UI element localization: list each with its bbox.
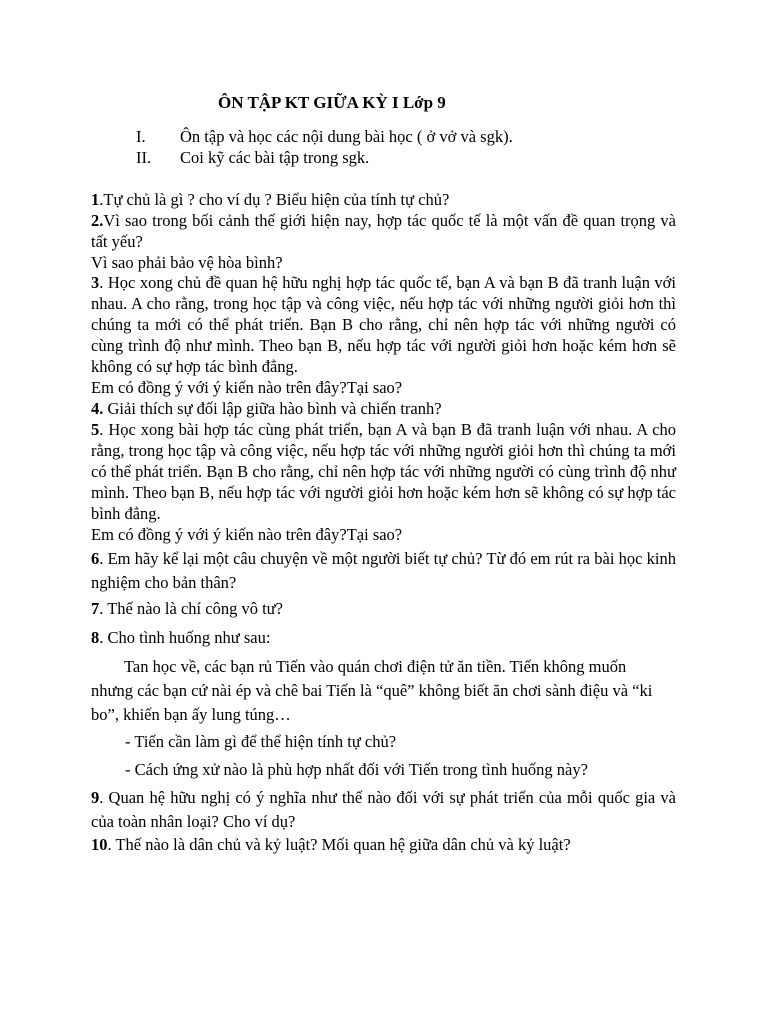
question-10 (91, 835, 571, 855)
question-9 (91, 786, 676, 834)
question-2 (91, 210, 676, 273)
roman-number: I. (136, 127, 146, 146)
question-text: . Em hãy kể lại một câu chuyện về một người biết tự chủ? Từ đó em rút ra bài học kinh nghiệm cho bản thân? (91, 549, 676, 592)
question-number: 1 (91, 190, 100, 209)
question-1 (91, 189, 676, 210)
question-number: 7 (91, 599, 100, 618)
page-title: ÔN TẬP KT GIỮA KỲ I Lớp 9 (218, 93, 446, 112)
question-text: . Học xong chủ đề quan hệ hữu nghị hợp tác quốc tế, bạn A và bạn B đã tranh luận với nhau. A cho rằng, trong học tập và công việc, nếu hợp tác với những người giỏi hơn thì chúng ta mới có thể phát triển. Bạn B cho rằng, chỉ nên hợp tác với những người có cùng trình độ như mình. Theo bạn B, nếu hợp tác với người giỏi hơn hoặc kém hơn sẽ không có sự hợp tác bình đẳng. (91, 273, 676, 376)
question-number: 6 (91, 549, 100, 568)
question-number: 8 (91, 628, 100, 647)
scenario-question-1: - Tiến cần làm gì để thể hiện tính tự chủ? (125, 732, 397, 751)
question-text: . Cho tình huống như sau: (99, 628, 271, 647)
question-number: 9 (91, 788, 100, 807)
scenario-paragraph: Tan học về, các bạn rủ Tiến vào quán chơi điện tử ăn tiền. Tiến không muốn nhưng các bạn cứ nài ép và chê bai Tiến là “quê” không biết ăn chơi sành điệu và “ki bo”, khiến bạn ấy lung túng… (91, 657, 653, 724)
review-item-text: Ôn tập và học các nội dung bài học ( ở vở và sgk). (180, 127, 513, 146)
question-number: 5 (91, 420, 100, 439)
roman-number: II. (136, 148, 152, 167)
question-text: . Quan hệ hữu nghị có ý nghĩa như thế nào đối với sự phát triển của mỗi quốc gia và của toàn nhân loại? Cho ví dụ? (91, 788, 676, 831)
question-text: Vì sao trong bối cảnh thế giới hiện nay, hợp tác quốc tế là một vấn đề quan trọng và tất yếu? (91, 211, 676, 251)
question-5 (91, 419, 676, 545)
scenario-question-2: - Cách ứng xử nào là phù hợp nhất đối với Tiến trong tình huống này? (125, 760, 588, 779)
question-text: . Học xong bài hợp tác cùng phát triển, bạn A và bạn B đã tranh luận với nhau. A cho rằng, trong học tập và công việc, nếu hợp tác với những người giỏi hơn thì chúng ta mới có thể phát triển. Bạn B cho rằng, chỉ nên hợp tác với những người có cùng trình độ như mình. Theo bạn B, nếu hợp tác với người giỏi hơn hoặc kém hơn sẽ không có sự hợp tác bình đẳng. (91, 420, 676, 523)
question-text: Giải thích sự đối lập giữa hào bình và chiến tranh? (103, 399, 442, 418)
question-8 (91, 628, 270, 648)
question-text: .Tự chủ là gì ? cho ví dụ ? Biểu hiện của tính tự chủ? (99, 190, 450, 209)
review-item-1 (136, 127, 513, 147)
question-number: 4. (91, 399, 104, 418)
question-text: . Thế nào là dân chủ và kỷ luật? Mối quan hệ giữa dân chủ và kỷ luật? (107, 835, 571, 854)
question-7 (91, 599, 283, 619)
question-3 (91, 272, 676, 398)
question-followup: Em có đồng ý với ý kiến nào trên đây?Tại sao? (91, 525, 403, 544)
question-number: 10 (91, 835, 108, 854)
question-followup: Vì sao phải bảo vệ hòa bình? (91, 253, 283, 272)
question-text: . Thế nào là chí công vô tư? (99, 599, 283, 618)
review-item-2 (136, 148, 369, 168)
question-number: 3 (91, 273, 100, 292)
review-item-text: Coi kỹ các bài tập trong sgk. (180, 148, 370, 167)
question-4 (91, 398, 676, 419)
question-number: 2. (91, 211, 104, 230)
question-6 (91, 547, 676, 595)
question-followup: Em có đồng ý với ý kiến nào trên đây?Tại sao? (91, 378, 403, 397)
